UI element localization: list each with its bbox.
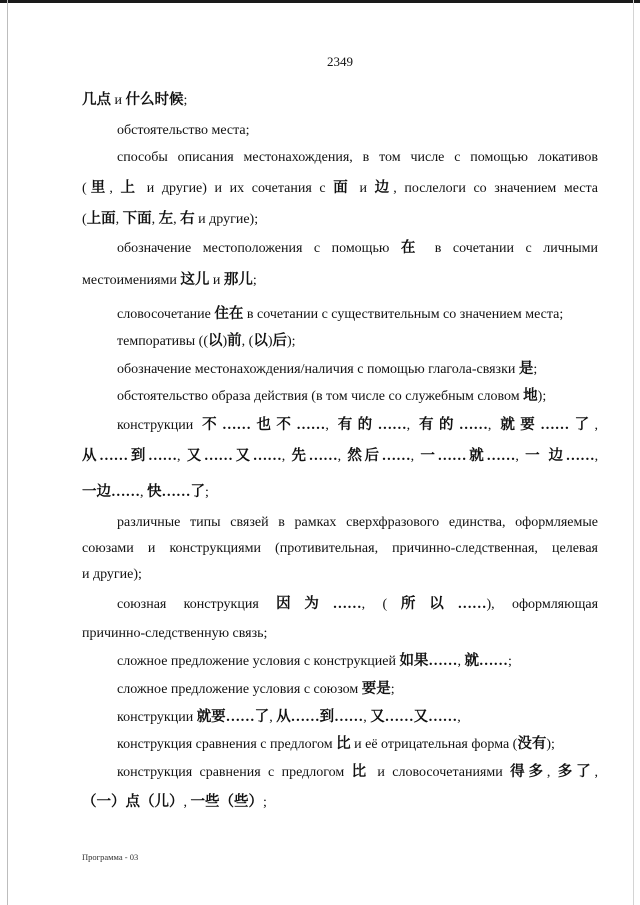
chinese-text: 就…… [464, 653, 508, 669]
list-item-line: (里, 上 и другие) и их сочетания с 面 и 边, послелоги со значением места [82, 180, 599, 196]
chinese-text: 住在 [214, 306, 244, 322]
chinese-text: 以 [253, 333, 268, 349]
list-item-line: причинно-следственную связь; [82, 626, 268, 641]
chinese-text: 不……也不…… [202, 417, 326, 433]
list-item-line: союзами и конструкциями (противительная, причинно-следственная, целевая [82, 541, 598, 556]
list-item-line: темпоративы ((以)前, (以)后); [117, 333, 296, 349]
list-item-line: конструкции 就要……了, 从……到……, 又……又……, [117, 709, 461, 725]
chinese-text: 左 [158, 211, 174, 227]
chinese-text: 边…… [548, 448, 595, 464]
chinese-text: 从……到…… [276, 709, 364, 725]
chinese-text: 以 [208, 333, 223, 349]
chinese-text: 先…… [291, 448, 338, 464]
list-item-line: и другие); [82, 567, 142, 582]
chinese-text: 没有 [517, 736, 547, 752]
list-item-line: союзная конструкция 因为……, (所以……), оформляющая [117, 596, 599, 612]
chinese-text: 有的…… [419, 417, 488, 433]
list-item-line: обозначение местоположения с помощью 在 в сочетании с личными [117, 240, 598, 256]
chinese-text: 然后…… [347, 448, 411, 464]
chinese-text: 这儿 [180, 272, 210, 288]
list-item-line: различные типы связей в рамках сверхфразового единства, оформляемые [117, 515, 598, 530]
chinese-text: 因为…… [276, 596, 362, 612]
list-item-line: обстоятельство образа действия (в том числе со служебным словом 地); [117, 388, 547, 404]
chinese-text: 上面 [86, 211, 116, 227]
chinese-text: 一些（些） [190, 794, 263, 810]
chinese-text: 前 [227, 333, 242, 349]
list-item-line: словосочетание 住在 в сочетании с существительным со значением места; [117, 306, 564, 322]
list-item-line: 一边……, 快……了; [82, 484, 209, 500]
list-item-line: сложное предложение условия с конструкцией 如果……, 就……; [117, 653, 512, 669]
list-item-line: конструкция сравнения с предлогом 比 и словосочетаниями 得多, 多了, [117, 764, 599, 780]
chinese-text: 是 [518, 361, 534, 377]
chinese-text: 从……到…… [82, 448, 178, 464]
chinese-text: 里 [86, 180, 110, 196]
chinese-text: 在 [400, 240, 424, 256]
chinese-text: 得多 [510, 764, 547, 780]
chinese-text: 有的…… [337, 417, 407, 433]
chinese-text: 地 [523, 388, 538, 404]
chinese-text: 几点 [82, 92, 111, 108]
list-item-line: (上面, 下面, 左, 右 и другие); [82, 211, 259, 227]
chinese-text: 后 [272, 333, 288, 349]
top-scan-edge [0, 0, 640, 3]
list-item-line: 几点 и 什么时候; [82, 92, 188, 108]
chinese-text: 上 [120, 180, 140, 196]
chinese-text: 就要……了 [500, 417, 595, 433]
chinese-text: 一边…… [82, 484, 140, 500]
chinese-text: 什么时候 [125, 92, 184, 108]
chinese-text: 右 [180, 211, 195, 227]
chinese-text: 那儿 [223, 272, 253, 288]
page-footer: Программа - 03 [82, 852, 139, 862]
list-item-line: местоимениями 这儿 и 那儿; [82, 272, 257, 288]
list-item-line: （一）点（儿）, 一些（些）; [82, 794, 267, 810]
chinese-text: 如果…… [399, 653, 458, 669]
list-item-line: 从……到……, 又……又……, 先……, 然后……, 一……就……, 一 边……, [82, 448, 599, 464]
chinese-text: 比 [351, 764, 371, 780]
chinese-text: 快……了 [147, 484, 205, 500]
list-item-line: способы описания местонахождения, в том числе с помощью локативов [117, 150, 598, 165]
chinese-text: 要是 [361, 681, 391, 697]
chinese-text: 所以…… [387, 596, 487, 612]
chinese-text: 一……就…… [420, 448, 516, 464]
chinese-text: 下面 [122, 211, 152, 227]
page-number: 2349 [327, 54, 353, 69]
list-item-line: конструкция сравнения с предлогом 比 и её отрицательная форма (没有); [117, 736, 555, 752]
chinese-text: 多了 [557, 764, 595, 780]
list-item-line: сложное предложение условия с союзом 要是; [117, 681, 395, 697]
chinese-text: 又……又…… [370, 709, 458, 725]
chinese-text: 就要……了 [196, 709, 270, 725]
list-item-line: обозначение местонахождения/наличия с помощью глагола-связки 是; [117, 361, 538, 377]
chinese-text: 比 [336, 736, 351, 752]
left-scan-edge [7, 0, 8, 905]
chinese-text: （一）点（儿） [82, 794, 184, 810]
list-item-line: конструкции 不……也不……, 有的……, 有的……, 就要……了, [117, 417, 599, 433]
chinese-text: 面 [333, 180, 352, 196]
list-item-line: обстоятельство места; [117, 123, 250, 138]
chinese-text: 又……又…… [186, 448, 282, 464]
right-scan-edge [633, 0, 634, 905]
chinese-text: 一 [525, 448, 543, 464]
chinese-text: 边 [374, 180, 394, 196]
